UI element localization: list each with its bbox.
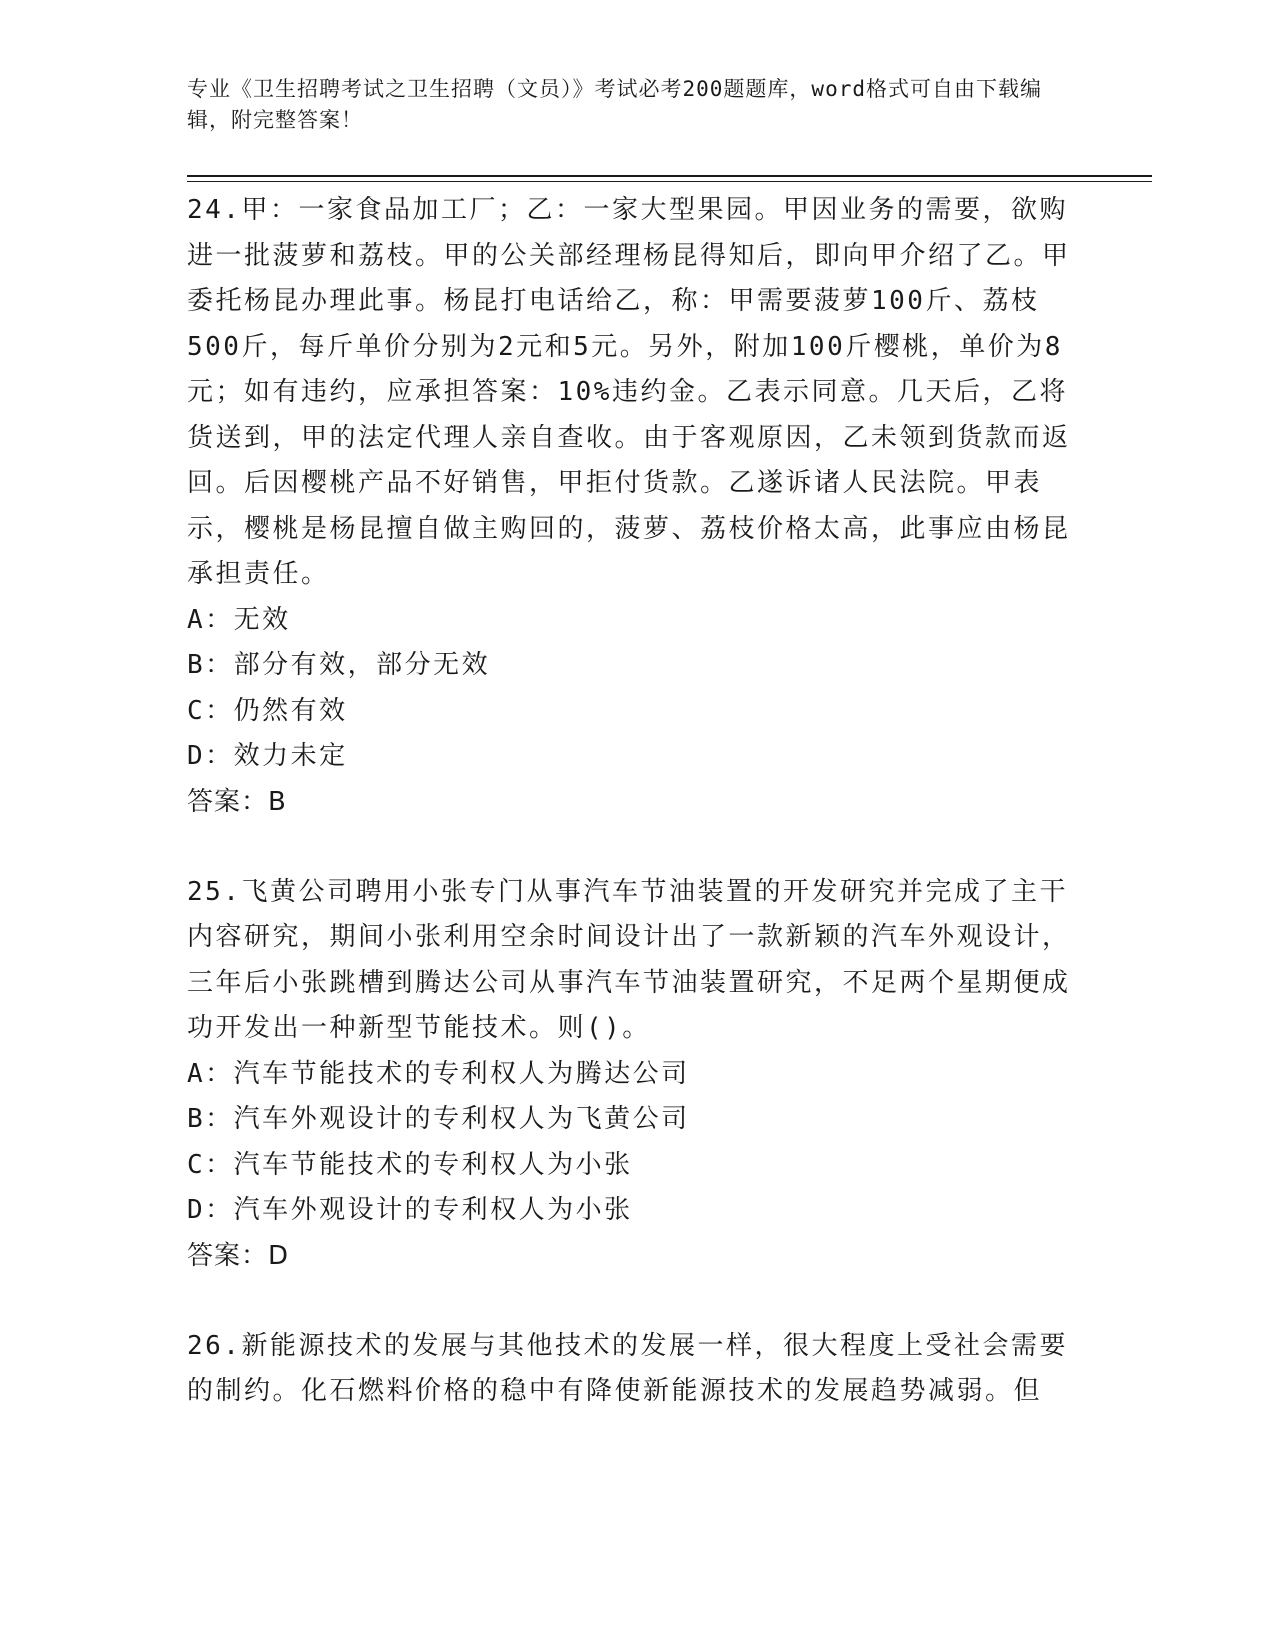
spacer: [187, 825, 1087, 870]
question-26: [187, 1324, 1087, 1415]
answer-line: 答案：D: [187, 1240, 290, 1271]
answer-line: 答案：B: [187, 786, 287, 817]
header-divider-thick: [187, 175, 1152, 177]
question-text: 26.新能源技术的发展与其他技术的发展一样，很大程度上受社会需要的制约。化石燃料价格的稳中有降使新能源技术的发展趋势减弱。但: [187, 1330, 1068, 1406]
option-a: A：汽车节能技术的专利权人为腾达公司: [187, 1058, 690, 1089]
question-25: [187, 870, 1087, 1279]
option-b: B：汽车外观设计的专利权人为飞黄公司: [187, 1104, 690, 1134]
option-d: D：效力未定: [187, 741, 348, 771]
question-text: 24.甲：一家食品加工厂；乙：一家大型果园。甲因业务的需要，欲购进一批菠萝和荔枝。甲的公关部经理杨昆得知后，即向甲介绍了乙。甲委托杨昆办理此事。杨昆打电话给乙，称：甲需要菠萝100斤、荔枝500斤，每斤单价分别为2元和5元。另外，附加100斤樱桃，单价为8元；如有违约，应承担答案：10%违约金。乙表示同意。几天后，乙将货送到，甲的法定代理人亲自查收。由于客观原因，乙未领到货款而返回。后因樱桃产品不好销售，甲拒付货款。乙遂诉诸人民法院。甲表示，樱桃是杨昆擅自做主购回的，菠萝、荔枝价格太高，此事应由杨昆承担责任。: [187, 195, 1071, 589]
option-c: C：汽车节能技术的专利权人为小张: [187, 1149, 633, 1180]
option-c: C：仍然有效: [187, 695, 348, 726]
header-divider-thin: [187, 181, 1152, 182]
question-list: [187, 188, 1087, 1415]
question-24: [187, 188, 1087, 825]
spacer: [187, 1279, 1087, 1324]
option-d: D：汽车外观设计的专利权人为小张: [187, 1195, 633, 1225]
document-header: 专业《卫生招聘考试之卫生招聘（文员）》考试必考200题题库，word格式可自由下载编辑，附完整答案！: [187, 77, 1042, 132]
option-b: B：部分有效，部分无效: [187, 650, 491, 680]
option-a: A：无效: [187, 604, 291, 635]
question-text: 25.飞黄公司聘用小张专门从事汽车节油装置的开发研究并完成了主干内容研究，期间小张利用空余时间设计出了一款新颖的汽车外观设计，三年后小张跳槽到腾达公司从事汽车节油装置研究，不足两个星期便成功开发出一种新型节能技术。则()。: [187, 876, 1071, 1043]
